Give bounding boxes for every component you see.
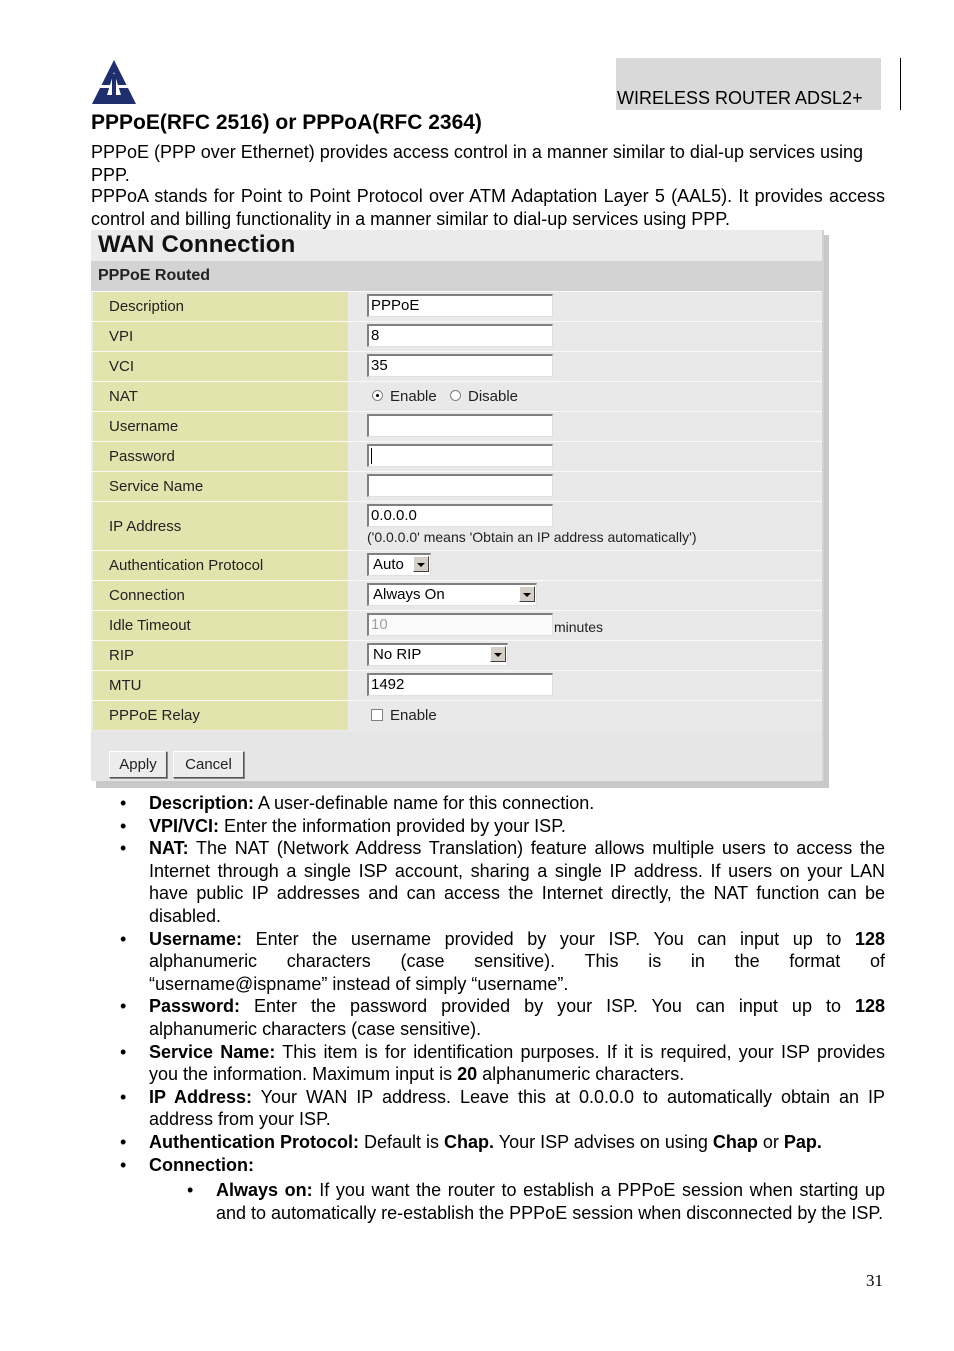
list-item	[91, 1086, 885, 1131]
row-vpi	[91, 321, 822, 351]
service-name-max-length: 20	[457, 1064, 478, 1085]
chevron-down-icon[interactable]	[413, 556, 429, 572]
text-description: A user-definable name for this connection.	[254, 793, 595, 813]
nat-disable-label: Disable	[468, 388, 519, 405]
label-idle-timeout: Idle Timeout	[109, 617, 191, 634]
field-descriptions	[91, 792, 885, 1176]
text-password-1: Enter the password provided by your ISP. You can input up to	[240, 996, 855, 1017]
product-name: WIRELESS ROUTER ADSL2+	[617, 88, 863, 108]
label-username: Username	[109, 418, 179, 435]
row-service-name	[91, 471, 822, 501]
chevron-down-icon[interactable]	[490, 646, 506, 662]
list-item	[91, 792, 885, 815]
nat-enable-radio[interactable]	[372, 390, 383, 401]
term-vpi-vci: VPI/VCI:	[149, 815, 220, 836]
mtu-input[interactable]: 1492	[367, 673, 553, 696]
wan-panel-subtitle-bar	[91, 261, 822, 291]
term-password: Password:	[149, 996, 241, 1017]
page-title: PPPoE(RFC 2516) or PPPoA(RFC 2364)	[91, 111, 482, 134]
page-number: 31	[866, 1271, 883, 1290]
auth-option-chap: Chap	[712, 1131, 758, 1152]
label-mtu: MTU	[109, 677, 142, 694]
apply-button[interactable]: Apply	[109, 751, 167, 778]
label-rip: RIP	[109, 647, 135, 664]
connection-options	[216, 1179, 885, 1224]
row-auth-protocol	[91, 550, 822, 580]
text-always-on: If you want the router to establish a PPPoE session when starting up and to automatically re-establish the PPPoE session when disconnected by the ISP.	[216, 1180, 885, 1223]
label-password: Password	[109, 448, 175, 465]
vpi-input[interactable]: 8	[367, 324, 553, 347]
row-rip	[91, 640, 822, 670]
text-username-2: alphanumeric characters (case sensitive). This is in the format of	[149, 951, 885, 972]
label-pppoe-relay: PPPoE Relay	[109, 707, 200, 724]
auth-protocol-value: Auto	[373, 556, 404, 573]
rip-value: No RIP	[373, 646, 422, 663]
nat-disable-radio[interactable]	[450, 390, 461, 401]
password-input[interactable]	[367, 444, 553, 467]
row-connection	[91, 580, 822, 610]
pppoe-relay-checkbox[interactable]	[371, 709, 383, 721]
list-item	[91, 837, 885, 927]
term-username: Username:	[149, 928, 243, 949]
password-max-length: 128	[854, 996, 885, 1017]
term-auth-protocol: Authentication Protocol:	[149, 1131, 359, 1152]
description-input[interactable]: PPPoE	[367, 294, 553, 317]
username-input[interactable]	[367, 414, 553, 437]
list-item	[91, 815, 885, 838]
cancel-button[interactable]: Cancel	[173, 751, 244, 778]
term-description: Description:	[149, 793, 255, 813]
row-vci	[91, 351, 822, 381]
row-description	[91, 291, 822, 321]
chevron-down-icon[interactable]	[519, 586, 535, 602]
service-name-input[interactable]	[367, 474, 553, 497]
row-password	[91, 441, 822, 471]
list-item	[91, 928, 885, 996]
list-item	[91, 1131, 885, 1154]
text-username-3: “username@ispname” instead of simply “username”.	[149, 973, 569, 994]
auth-default: Chap.	[444, 1131, 495, 1152]
row-ip-address	[91, 501, 822, 550]
text-auth-3: or	[757, 1131, 784, 1152]
wan-panel-title: WAN Connection	[98, 231, 296, 258]
text-password-2: alphanumeric characters (case sensitive).	[149, 1018, 482, 1039]
text-service-name-1: This item is for identification purposes. If it is required, your ISP provides you the information. Maximum input is	[149, 1041, 885, 1085]
auth-protocol-select[interactable]	[367, 553, 431, 576]
term-service-name: Service Name:	[149, 1041, 276, 1062]
button-bar	[91, 731, 822, 781]
intro-pppoe: PPPoE (PPP over Ethernet) provides access control in a manner similar to dial-up services using PPP.	[91, 142, 864, 185]
nat-enable-label: Enable	[390, 388, 437, 405]
row-nat	[91, 381, 822, 411]
row-idle-timeout	[91, 610, 822, 640]
list-item	[216, 1179, 885, 1224]
intro-pppoa: PPPoA stands for Point to Point Protocol over ATM Adaptation Layer 5 (AAL5). It provides access control and billing functionality in a manner similar to dial-up services using PPP.	[91, 186, 885, 229]
wan-panel-subtitle: PPPoE Routed	[98, 267, 211, 284]
term-connection: Connection:	[149, 1154, 254, 1175]
label-service-name: Service Name	[109, 478, 204, 495]
text-nat: The NAT (Network Address Translation) feature allows multiple users to access the Internet through a single ISP account, sharing a single IP address. If users on your LAN have public IP addresses and can access the Internet directly, the NAT function can be disabled.	[149, 838, 885, 926]
label-nat: NAT	[109, 388, 138, 405]
ip-address-input[interactable]: 0.0.0.0	[367, 504, 553, 527]
wan-connection-panel	[91, 230, 824, 781]
text-auth-2: Your ISP advises on using	[494, 1131, 713, 1152]
header-divider	[900, 58, 901, 110]
vci-input[interactable]: 35	[367, 354, 553, 377]
atlantis-logo-icon	[91, 59, 137, 105]
rip-select[interactable]	[367, 643, 508, 666]
idle-timeout-unit: minutes	[554, 619, 604, 635]
text-vpi-vci: Enter the information provided by your ISP.	[219, 815, 566, 836]
label-auth-protocol: Authentication Protocol	[109, 557, 264, 574]
pppoe-relay-label: Enable	[390, 707, 437, 724]
term-nat: NAT:	[149, 838, 189, 859]
ip-address-hint: ('0.0.0.0' means 'Obtain an IP address automatically')	[367, 529, 697, 545]
label-vpi: VPI	[109, 328, 134, 345]
row-mtu	[91, 670, 822, 700]
text-service-name-2: alphanumeric characters.	[477, 1064, 685, 1085]
auth-option-pap: Pap.	[783, 1131, 822, 1152]
row-pppoe-relay	[91, 700, 822, 730]
label-vci: VCI	[109, 358, 135, 375]
row-username	[91, 411, 822, 441]
text-ip-address: Your WAN IP address. Leave this at 0.0.0.0 to automatically obtain an IP address from your ISP.	[149, 1086, 885, 1130]
term-ip-address: IP Address:	[149, 1086, 253, 1107]
username-max-length: 128	[854, 928, 885, 949]
idle-timeout-input[interactable]: 10	[367, 613, 553, 636]
label-connection: Connection	[109, 587, 185, 604]
text-username-1: Enter the username provided by your ISP. You can input up to	[242, 928, 855, 949]
label-description: Description	[109, 298, 185, 315]
connection-value: Always On	[373, 586, 445, 603]
list-item	[91, 1154, 885, 1177]
list-item	[91, 995, 885, 1040]
label-ip-address: IP Address	[109, 518, 182, 535]
connection-select[interactable]	[367, 583, 537, 606]
term-always-on: Always on:	[216, 1180, 313, 1200]
list-item	[91, 1041, 885, 1086]
text-auth-1: Default is	[359, 1131, 445, 1152]
